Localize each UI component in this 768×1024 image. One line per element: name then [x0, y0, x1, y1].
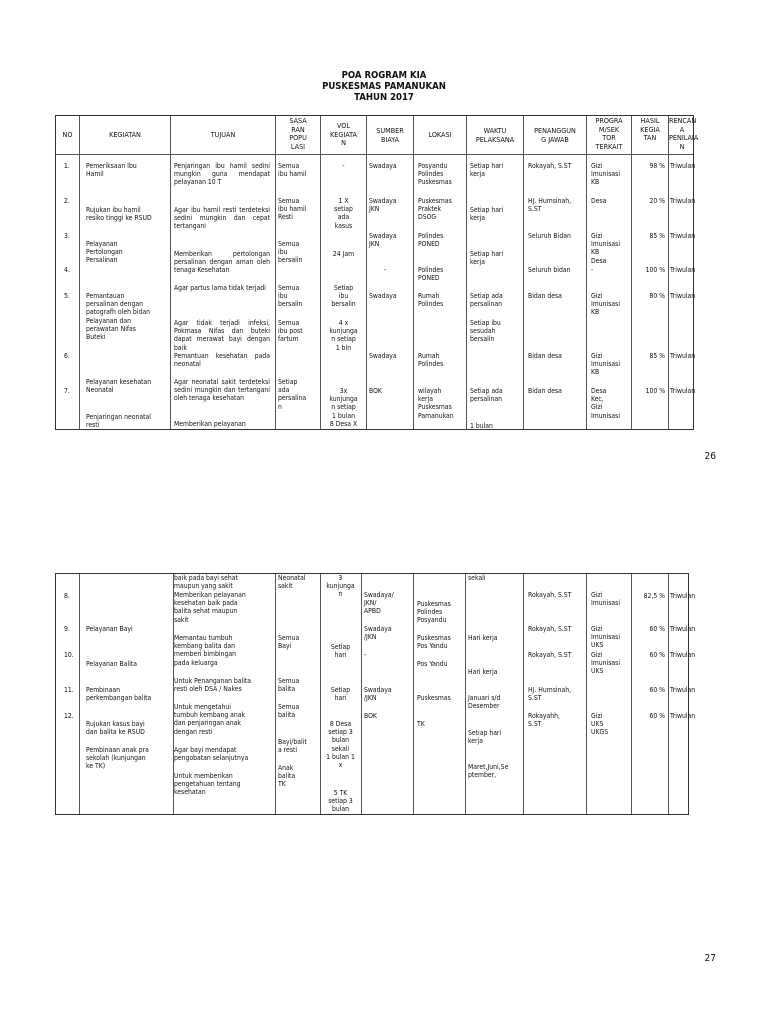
pj-cell: Rokayah, S.ST — [528, 651, 572, 659]
vol-cell: - — [342, 162, 345, 170]
sasaran-cell: Semua balita — [278, 677, 300, 694]
lokasi-cell: Polindes PONED — [418, 266, 444, 283]
biaya-cell: Swadaya /JKN — [364, 625, 392, 642]
waktu-cell: Setiap ada persalinan — [470, 292, 503, 309]
lokasi-cell: TK — [417, 720, 425, 728]
hasil-cell: 60 % — [649, 625, 665, 633]
row-no: 10. — [64, 651, 74, 659]
tujuan-cell: Agar neonatal sakit terdeteksi sedini mungkin dan tertangani oleh tenaga kesehatan — [174, 378, 270, 403]
tujuan-cell: Memberikan pertolongan persalinan dengan aman oleh tenaga Kesehatan — [174, 250, 270, 275]
row-no: 1. — [64, 162, 70, 170]
hasil-cell: 100 % — [645, 387, 665, 395]
kegiatan-cell: Rujukan ibu hamil resiko tinggi ke RSUD — [86, 206, 152, 223]
kegiatan-cell: Pemantauan persalinan dengan patografh oleh bidan Pelayanan dan perawatan Nifas Buteki — [86, 292, 150, 342]
row-no: 4. — [64, 266, 70, 274]
lokasi-cell: wilayah kerja Puskesmas Pamanukan — [418, 387, 454, 420]
vol-cell: 24 Jam — [332, 250, 355, 258]
row-no: 7. — [64, 387, 70, 395]
waktu-cell: Setiap hari kerja — [470, 250, 504, 267]
program-cell: Desa Kec, Gizi Imunisasi — [591, 387, 621, 420]
tujuan-cell: baik pada bayi sehat maupun yang sakit — [174, 574, 238, 591]
waktu-cell: Setiap hari kerja — [470, 162, 504, 179]
program-cell: Gizi Imunisasi — [591, 591, 621, 608]
title-line-1: POA ROGRAM KIA — [341, 70, 427, 81]
biaya-cell: BOK — [364, 712, 377, 720]
biaya-cell: Swadaya JKN — [369, 197, 397, 214]
vol-cell: 1 X setiap ada kasus — [334, 197, 353, 230]
kegiatan-cell: Pelayanan Bayi — [86, 625, 133, 633]
row-no: 12. — [64, 712, 74, 720]
vol-cell: Setiap hari — [330, 686, 351, 703]
tujuan-cell: Untuk Penanganan balita resti oleh DSA / Nakes — [174, 677, 252, 694]
program-cell: Desa — [591, 197, 607, 205]
waktu-cell: Setiap ibu sesudah bersalin — [470, 319, 501, 344]
row-no: 9. — [64, 625, 70, 633]
sasaran-cell: Neonatal sakit — [278, 574, 306, 591]
rencana-cell: Triwulan — [670, 592, 696, 600]
rencana-cell: Triwulan — [670, 651, 696, 659]
program-cell: Gizi Imunisasi KB — [591, 162, 621, 187]
biaya-cell: BOK — [369, 387, 382, 395]
tujuan-cell: Agar ibu hamil resti terdeteksi sedini mungkin dan cepat tertangani — [174, 206, 270, 231]
tujuan-cell: Memantau tumbuh kembang balita dan memberi bimbingan pada keluarga — [174, 634, 236, 667]
header-no: NO — [62, 130, 73, 139]
hasil-cell: 60 % — [649, 651, 665, 659]
rencana-cell: Triwulan — [670, 625, 696, 633]
program-cell: Gizi Imunisasi UKS — [591, 651, 621, 676]
tujuan-cell: Agar tidak terjadi infeksi, Pokmasa Nifas dan buteki dapat merawat bayi dengan baik — [174, 319, 270, 352]
title-line-2: PUSKESMAS PAMANUKAN — [322, 81, 446, 92]
program-cell: Gizi Imunisasi KB Desa — [591, 232, 621, 265]
vol-cell: Setiap ibu bersalin — [331, 284, 356, 309]
program-cell: Gizi Imunisasi KB — [591, 292, 621, 317]
lokasi-cell: Puskesmas Polindes Posyandu — [417, 600, 451, 625]
kegiatan-cell: Rujukan kasus bayi dan balita ke RSUD — [86, 720, 145, 737]
biaya-cell: Swadaya JKN — [369, 232, 397, 249]
tujuan-cell: Agar partus lama tidak terjadi — [174, 284, 266, 292]
vol-cell: 8 Desa setiap 3 bulan sekali 1 bulan 1 x — [326, 720, 355, 770]
waktu-cell: Januari s/d Desember — [468, 694, 501, 711]
row-no: 6. — [64, 352, 70, 360]
kegiatan-cell: Pelayanan Balita — [86, 660, 137, 668]
rencana-cell: Triwulan — [670, 686, 696, 694]
header-biaya: SUMBER BIAYA — [376, 126, 404, 144]
tujuan-cell: Memberikan pelayanan — [174, 420, 246, 428]
lokasi-cell: Pos Yandu — [417, 660, 448, 668]
title-line-3: TAHUN 2017 — [354, 92, 414, 103]
tujuan-cell: Agar bayi mendapat pengobatan selanjutnya — [174, 746, 249, 763]
header-program: PROGRA M/SEK TOR TERKAIT — [595, 116, 623, 151]
biaya-cell: Swadaya /JKN — [364, 686, 392, 703]
kegiatan-cell: Pelayanan Pertolongan Persalinan — [86, 240, 123, 265]
tujuan-cell: Untuk mengetahui tumbuh kembang anak dan penjaringan anak dengan resti — [174, 703, 246, 736]
program-cell: Gizi Imunisasi UKS — [591, 625, 621, 650]
hasil-cell: 60 % — [649, 712, 665, 720]
biaya-cell: Swadaya/ JKN/ APBD — [364, 591, 394, 616]
pj-cell: Rokayah, S.ST — [528, 162, 572, 170]
waktu-cell: Setiap hari kerja — [470, 206, 504, 223]
poa-table-page-1 — [55, 115, 699, 430]
sasaran-cell: Semua ibu bersalin — [278, 284, 303, 309]
tujuan-cell: Memberikan pelayanan kesehatan baik pada balita sehat maupun sakit — [174, 591, 246, 624]
hasil-cell: 80 % — [649, 292, 665, 300]
waktu-cell: sekali — [468, 574, 486, 582]
pj-cell: Seluruh Bidan — [528, 232, 571, 240]
poa-table-page-2 — [55, 573, 696, 815]
hasil-cell: 60 % — [649, 686, 665, 694]
pj-cell: Rokayah, S.ST — [528, 625, 572, 633]
pj-cell: HJ. Humsinah, S.ST — [528, 686, 572, 703]
lokasi-cell: Rumah Polindes — [418, 292, 444, 309]
hasil-cell: 100 % — [645, 266, 665, 274]
waktu-cell: Setiap hari kerja — [468, 729, 502, 746]
pj-cell: Rokayahh, S.ST — [528, 712, 560, 729]
sasaran-cell: Anak balita TK — [278, 764, 296, 789]
header-kegiatan: KEGIATAN — [109, 130, 141, 139]
rencana-cell: Triwulan — [670, 292, 696, 300]
hasil-cell: 20 % — [649, 197, 665, 205]
tujuan-cell: Pemantuan kesehatan pada neonatal — [174, 352, 270, 369]
tujuan-cell: Penjaringan ibu hamil sedini mungkin guna mendapat pelayanan 10 T — [174, 162, 270, 187]
header-penanggung-jawab: PENANGGUN G JAWAB — [534, 126, 576, 144]
lokasi-cell: Puskesmas Praktek DSOG — [418, 197, 452, 222]
vol-cell: Setiap hari — [330, 643, 351, 660]
row-no: 5. — [64, 292, 70, 300]
row-no: 3. — [64, 232, 70, 240]
hasil-cell: 98 % — [649, 162, 665, 170]
vol-cell: 5 TK setiap 3 bulan — [328, 789, 353, 814]
sasaran-cell: Semua Bayi — [278, 634, 300, 651]
kegiatan-cell: Pembinaan anak pra sekolah (kunjungan ke TK) — [86, 746, 149, 771]
pj-cell: Bidan desa — [528, 292, 562, 300]
rencana-cell: Triwulan — [670, 387, 696, 395]
biaya-cell: - — [364, 651, 367, 659]
lokasi-cell: Posyandu Polindes Puskesmas — [418, 162, 452, 187]
sasaran-cell: Semua balita — [278, 703, 300, 720]
page-number-1: 26 — [704, 451, 716, 462]
header-rencana: RENCAN A PENILAIA N — [669, 116, 699, 151]
kegiatan-cell: Pembinaan perkembangan balita — [86, 686, 152, 703]
waktu-cell: 1 bulan — [470, 422, 493, 430]
header-hasil: HASIL KEGIA TAN — [640, 116, 660, 143]
lokasi-cell: Puskesmas Pos Yandu — [417, 634, 451, 651]
sasaran-cell: Semua ibu post fartum — [278, 319, 303, 344]
header-waktu: WAKTU PELAKSANA — [475, 126, 515, 144]
row-no: 8. — [64, 592, 70, 600]
header-sasaran: SASA RAN POPU LASI — [289, 116, 307, 151]
header-tujuan: TUJUAN — [210, 130, 236, 139]
sasaran-cell: Semua ibu hamil — [278, 162, 307, 179]
pj-cell: HJ. Humsinah, S.ST — [528, 197, 572, 214]
biaya-cell: Swadaya — [369, 352, 397, 360]
vol-cell: 3 kunjunga n — [326, 574, 355, 599]
vol-cell: 3x kunjunga n setiap 1 bulan 8 Desa X — [329, 387, 358, 428]
lokasi-cell: Puskesmas — [417, 694, 451, 702]
kegiatan-cell: Pelayanan kesehatan Neonatal — [86, 378, 152, 395]
hasil-cell: 85 % — [649, 232, 665, 240]
sasaran-cell: Bayi/balit a resti — [278, 738, 307, 755]
lokasi-cell: Rumah Polindes — [418, 352, 444, 369]
biaya-cell: Swadaya — [369, 162, 397, 170]
biaya-cell: - — [384, 266, 387, 274]
page-number-2: 27 — [704, 953, 716, 964]
row-no: 11. — [64, 686, 74, 694]
hasil-cell: 85 % — [649, 352, 665, 360]
sasaran-cell: Semua ibu bersalin — [278, 240, 303, 265]
rencana-cell: Triwulan — [670, 352, 696, 360]
waktu-cell: Maret,Juni,Se ptember, — [468, 763, 509, 780]
kegiatan-cell: Penjaringan neonatal resti — [86, 413, 151, 430]
waktu-cell: Hari kerja — [468, 634, 498, 642]
hasil-cell: 82,5 % — [643, 592, 665, 600]
row-no: 2. — [64, 197, 70, 205]
vol-cell: 4 x kunjunga n setiap 1 bln — [329, 319, 358, 352]
kegiatan-cell: Pemeriksaan Ibu Hamil — [86, 162, 137, 179]
rencana-cell: Triwulan — [670, 266, 696, 274]
pj-cell: Bidan desa — [528, 352, 562, 360]
rencana-cell: Triwulan — [670, 712, 696, 720]
rencana-cell: Triwulan — [670, 197, 696, 205]
waktu-cell: Setiap ada persalinan — [470, 387, 503, 404]
doc-title — [0, 70, 768, 103]
waktu-cell: Hari kerja — [468, 668, 498, 676]
sasaran-cell: Setiap ada persalina n — [278, 378, 307, 411]
pj-cell: Rokayah, S.ST — [528, 591, 572, 599]
pj-cell: Bidan desa — [528, 387, 562, 395]
sasaran-cell: Semua ibu hamil Resti — [278, 197, 307, 222]
program-cell: - — [591, 266, 594, 274]
pj-cell: Seluruh bidan — [528, 266, 571, 274]
tujuan-cell: Untuk memberikan pengetahuan tentang kesehatan — [174, 772, 241, 797]
header-lokasi: LOKASI — [428, 130, 452, 139]
rencana-cell: Triwulan — [670, 232, 696, 240]
lokasi-cell: Polindes PONED — [418, 232, 444, 249]
biaya-cell: Swadaya — [369, 292, 397, 300]
rencana-cell: Triwulan — [670, 162, 696, 170]
program-cell: Gizi Imunisasi KB — [591, 352, 621, 377]
header-vol: VOL KEGIATA N — [330, 121, 357, 148]
program-cell: Gizi UKS UKGS — [591, 712, 609, 737]
